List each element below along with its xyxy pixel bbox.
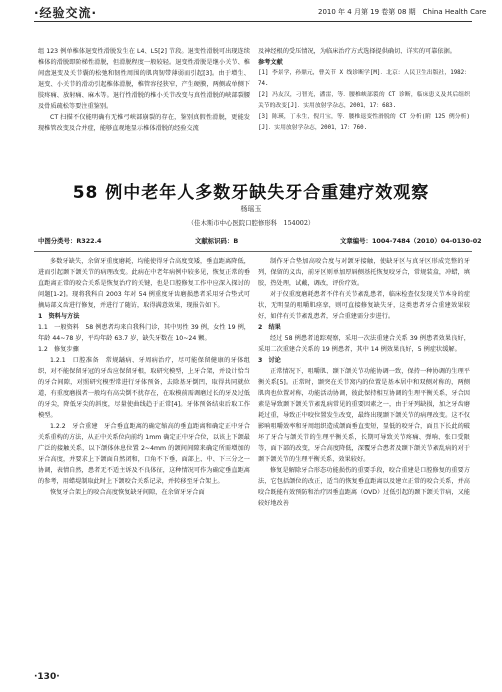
section-heading: 2 结果 bbox=[258, 324, 281, 331]
reference-item: [2] 冯友汉，刁智光，潘雷，等．腰椎峡部裂的 CT 诊断，临床患义及其后组织关节的改变[J]．实用放射学杂志，2001，17：683. bbox=[258, 92, 470, 109]
continued-text-left bbox=[38, 46, 250, 134]
paragraph: 1.2.1 口腔准备 常规龋病、牙周病治疗，尽可能保留健康的牙体组织，对不能保留牙冠的牙齿应保留牙根，取研究模型，上牙合架，并设计恰当的牙合间隙，对照研究模型常进行牙体预备，去除基牙倒凹，取得共同就位道，有重度磨损者一般均有高尖倒不扰存在，在取模前需调磨过长的牙及过低的牙尖，降低牙尖的斜度，尽量使曲线趋于正常[4]。牙体预备结束后取工作模型。 bbox=[38, 357, 250, 419]
article-title: 58 例中老年人多数牙缺失牙合重建疗效观察 bbox=[72, 183, 430, 203]
paragraph: CT 扫描不仅能明确有无椎弓峡部崩裂的存在，鉴别真假性滑脱，更能发现椎管改变及合并症，能够直观地显示椎体滑脱的经验交流 bbox=[38, 114, 250, 132]
paragraph: 组 123 例单椎体退变性滑脱发生在 L4、L5[2] 节段。退变性滑脱可出现连续椎体的滑脱即阶梯性滑脱，但滑脱程度一般较轻。退变性滑脱是继小关节、椎间盘退变及关节囊的松弛和韧性周围的肌肉韧带薄弱而引起[3]。由于增生、退变、小关节的滑动引起椎体滑脱，椎管容径狭窄，产生硬膜，两侧或单侧下肢疼痛、放射痛、麻木等。退行性滑脱的椎小关节改变与真性滑脱的峡部裂腰及骨质疏松等要注重鉴别。 bbox=[38, 48, 250, 110]
body-column-left bbox=[38, 256, 250, 498]
section-label: ·经验交流· bbox=[34, 6, 98, 20]
affiliation: （佳木斯市中心医院口腔修形科 154002） bbox=[187, 219, 315, 227]
paragraph: 1.2.2 牙合重建 牙合垂直距离的确定缩高的垂直距离和确定正中牙合关系重构的方法，从正中关系位向前约 1mm 确定正中牙合位，以该上下颌最广泛的接触关系，以下颌体休息位置 2~4mm 的颌间间隙来确定所需增加的牙合高度，并要求上下颌面自然闭和，口角不下垂，面部上、中、下三分之一协调，表情自然，患者无不适主诉及不良体征，这种情况可作为确定垂直距离的参考，用蜡堤制取此时上下颌咬合关系记录，并转移至牙合架上。 bbox=[38, 423, 250, 485]
author: 杨瑶玉 bbox=[240, 205, 262, 213]
reference-item: [3] 陈瑛，丁永生，倪月宝，等．腰椎退变性滑脱的 CT 分析(附 125 例分析)[J]．实用放射学杂志，2001，17：760. bbox=[258, 114, 470, 131]
section-heading: 1 资料与方法 bbox=[38, 313, 80, 320]
issue-info: 2010 年 4 月第 19 卷第 08 期 China Health Care bbox=[318, 8, 487, 16]
continued-text-right bbox=[258, 46, 470, 134]
body-column-right bbox=[258, 256, 470, 509]
paragraph: 及神经根的受压情况，为临床治疗方式选择提供确切、详实的可靠依据。 bbox=[258, 48, 456, 55]
paragraph: 对于仅重度磨耗患者不伴有关节紊乱患者，临床检查仅发现关节本身的症状，无明显的咀嚼肌痉挛，则可直接修复缺失牙，这类患者牙合重建效果较好，如伴有关节紊乱患者，牙合重建需分步进行。 bbox=[258, 291, 470, 320]
references-heading: 参考文献 bbox=[258, 59, 283, 66]
clc-number: 中图分类号：R322.4 bbox=[38, 237, 102, 245]
paragraph: 修复是解除牙合形态功能损伤的重要手段，咬合重建是口腔修复的重要方法，它包括颌位的改正，适当的恢复垂直距离以及建立正常的咬合关系，并高咬合既能有效预防和治疗因垂直距离（OVD）过低引起的颞下颌关节病，又能较好地改善 bbox=[258, 467, 470, 507]
paragraph: 恢复牙合架上的咬合高度恢复缺牙间隙，在余留牙牙合面 bbox=[50, 489, 205, 496]
header-rule bbox=[34, 21, 472, 22]
reference-item: [1] 李景学，孙鼎元，曹关节 X 线诊断学[M]．北京：人民卫生出版社，1982：74. bbox=[258, 70, 470, 87]
meta-rule bbox=[34, 251, 472, 252]
document-code: 文献标识码：B bbox=[195, 237, 239, 245]
page-number: ·130· bbox=[34, 672, 60, 682]
paragraph: 经过 58 例患者追踪观察，采用一次法重建合关系 39 例患者效果良好，采用二次重建合关系的 19 例患者，其中 14 例效果良好，5 例症状缓解。 bbox=[258, 335, 470, 353]
article-number: 文章编号：1004-7484（2010）04-0130-02 bbox=[340, 237, 482, 245]
running-header bbox=[0, 0, 502, 40]
paragraph: 1.2 修复步骤 bbox=[38, 346, 79, 353]
paragraph: 制作牙合垫加高咬合度与对颌牙接触，使缺牙区与真牙区形成完整的牙列，保留的义齿，前牙区则单加厚唇侧基托恢复咬牙合，常规装盒，冲蜡，填胶，热处理，试戴，调改，评价疗效。 bbox=[258, 258, 470, 287]
paragraph: 1.1 一般资料 58 例患者均来自我科门诊，其中男性 39 例，女性 19 例，年龄 44~78 岁，平均年龄 63.7 岁，缺失牙数在 10~24 颗。 bbox=[38, 324, 250, 342]
paragraph: 多数牙缺失，余留牙重度磨耗，均能使得牙合高度变矮，垂直距离降低，进而引起颞下颌关节的病理改变。此病在中老年病例中较多见，恢复正常的垂直距离正常的咬合关系是恢复治疗的关键，也是口腔修复工作中应深入探讨的问题[1-2]。现将我科自 2003 年对 54 例重度牙齿磨损患者采用牙合垫式可摘局部义齿进行修复，并进行了随访，取得满意效果，现报告如下。 bbox=[38, 258, 250, 309]
section-heading: 3 讨论 bbox=[258, 357, 281, 364]
paragraph: 正常情况下，咀嚼肌、颞下颌关节功能协调一致，保持一种协调的生理平衡关系[5]。正常时，颞突在关节窝内的位置是基本居中和双侧对称的，两侧肌肉也位置对称，功能活动协调，彼此保持相互协调的生理平衡关系，牙合因素是导致颞下颌关节紊乱病常见的重要因素之一，由于牙列缺损，加之牙齿磨耗过重，导致正中咬位置发生改变，最终出现颞下颌关节的病理改变。这不仅影响咀嚼效率和牙周组织造成颌面垂直变短，显低的咬牙合，面且下长此的破坏了牙合与颌关节的生理平衡关系，长期可导致关节疼痛、弹响、张口受限等，面下部的改变，牙合高度降低，深覆牙合患者及颞下颌关节紊乱病的对于颞下颌关节的生理平衡关系，效果较好。 bbox=[258, 368, 470, 463]
